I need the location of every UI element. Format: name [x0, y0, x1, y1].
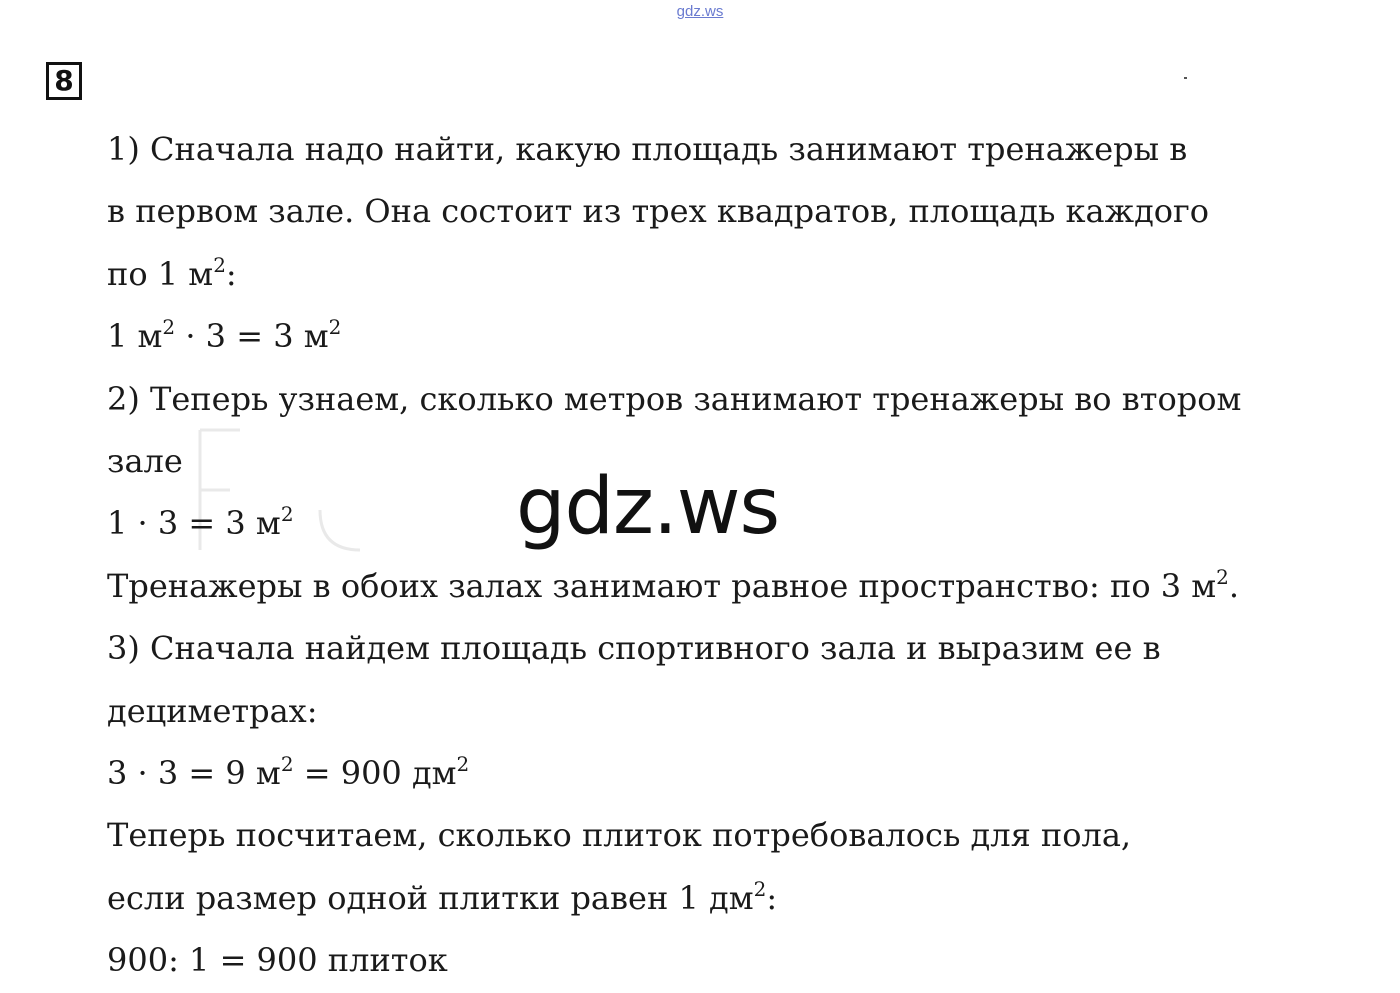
top-watermark-link[interactable]: gdz.ws — [676, 3, 724, 20]
solution-line-8: Тренажеры в обоих залах занимают равное пространство: по 3 $м^2$. — [107, 564, 1240, 605]
solution-text — [107, 118, 1387, 991]
center-watermark: gdz.ws — [516, 462, 780, 552]
task-number-badge: 8 — [46, 62, 82, 100]
solution-line-10: дециметрах: — [107, 691, 318, 730]
solution-line-1: 1) Сначала надо найти, какую площадь занимают тренажеры в — [107, 130, 1188, 168]
solution-line-7: 1 · 3 = 3 $м^2$ — [107, 502, 294, 543]
solution-line-4: 1 $м^2 \cdot 3 = 3$ $м^2$ — [107, 315, 342, 356]
solution-line-2: в первом зале. Она состоит из трех квадратов, площадь каждого — [107, 192, 1210, 231]
solution-line-3: по 1 $м^2$: — [107, 252, 237, 293]
solution-line-9: 3) Сначала найдем площадь спортивного зала и выразим ее в — [107, 629, 1161, 668]
solution-line-5: 2) Теперь узнаем, сколько метров занимают тренажеры во втором — [107, 379, 1242, 418]
solution-line-13: если размер одной плитки равен 1 $дм^2$: — [107, 876, 778, 917]
solution-line-11: 3 · 3 = 9 $м^2 = 900$ $дм^2$ — [107, 751, 470, 792]
solution-line-14: 900: 1 = 900 плиток — [107, 941, 448, 980]
stray-mark — [1184, 77, 1187, 79]
solution-line-6: зале — [107, 441, 183, 480]
solution-line-12: Теперь посчитаем, сколько плиток потребовалось для пола, — [107, 816, 1132, 855]
